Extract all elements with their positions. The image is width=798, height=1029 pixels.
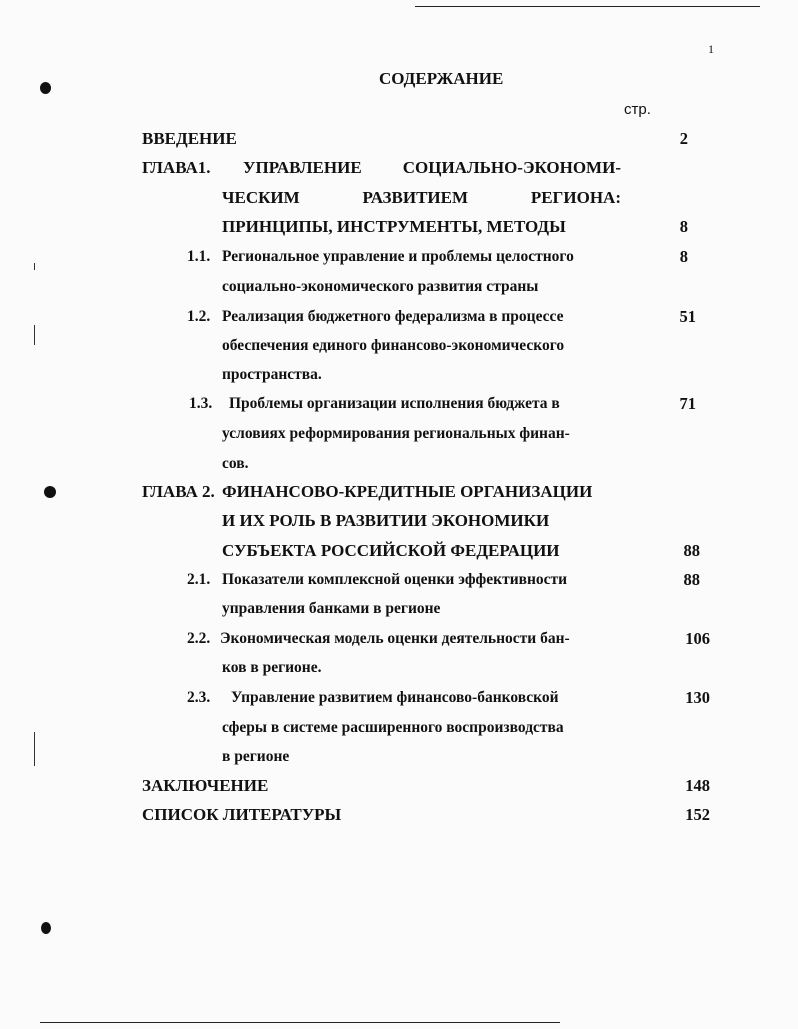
section-number: 2.2. xyxy=(187,630,211,647)
section-title: Реализация бюджетного федерализма в процессе xyxy=(222,308,564,325)
top-scan-rule xyxy=(415,6,760,7)
section-title: ков в регионе. xyxy=(222,659,322,676)
toc-references-page: 152 xyxy=(685,805,710,824)
bottom-scan-rule xyxy=(40,1022,560,1023)
section-title: Показатели комплексной оценки эффективности xyxy=(222,571,568,588)
section-page: 106 xyxy=(685,629,710,648)
toc-conclusion-page: 148 xyxy=(685,776,710,795)
chapter2-title-line2: И ИХ РОЛЬ В РАЗВИТИИ ЭКОНОМИКИ xyxy=(222,511,550,530)
scan-mark xyxy=(34,263,35,270)
section-number: 2.3. xyxy=(187,689,211,706)
section-number: 1.1. xyxy=(187,248,211,265)
section-number: 2.1. xyxy=(187,571,211,588)
section-page: 71 xyxy=(679,394,696,413)
scan-mark xyxy=(34,732,35,766)
chapter1-label: ГЛАВА1. xyxy=(142,158,211,177)
section-page: 88 xyxy=(683,570,700,589)
toc-conclusion: ЗАКЛЮЧЕНИЕ xyxy=(142,776,269,795)
chapter2-title-line1: ФИНАНСОВО-КРЕДИТНЫЕ ОРГАНИЗАЦИИ xyxy=(222,482,593,501)
punch-hole-mark xyxy=(41,922,51,934)
section-title: социально-экономического развития страны xyxy=(222,278,539,295)
chapter1-page: 8 xyxy=(679,217,688,236)
section-title: обеспечения единого финансово-экономического xyxy=(222,337,565,354)
toc-intro-page: 2 xyxy=(679,129,688,148)
section-title: Управление развитием финансово-банковской xyxy=(231,689,559,706)
chapter1-title-line2: ЧЕСКИМ РАЗВИТИЕМ РЕГИОНА: xyxy=(222,188,621,207)
section-number: 1.2. xyxy=(187,308,211,325)
section-title: Экономическая модель оценки деятельности бан- xyxy=(220,630,570,647)
scan-mark xyxy=(34,325,35,345)
section-title: управления банками в регионе xyxy=(222,600,441,617)
section-title: сферы в системе расширенного воспроизводства xyxy=(222,719,564,736)
section-title: пространства. xyxy=(222,366,322,383)
punch-hole-mark xyxy=(44,486,56,498)
punch-hole-mark xyxy=(40,82,51,94)
chapter1-title-line3: ПРИНЦИПЫ, ИНСТРУМЕНТЫ, МЕТОДЫ xyxy=(222,217,566,236)
chapter2-title-line3: СУБЪЕКТА РОССИЙСКОЙ ФЕДЕРАЦИИ xyxy=(222,541,560,560)
chapter1-title-line1: УПРАВЛЕНИЕ СОЦИАЛЬНО-ЭКОНОМИ- xyxy=(243,158,621,177)
chapter2-label: ГЛАВА 2. xyxy=(142,482,215,501)
section-title: в регионе xyxy=(222,748,290,765)
chapter2-page: 88 xyxy=(683,541,700,560)
toc-intro: ВВЕДЕНИЕ xyxy=(142,129,237,148)
section-title: Региональное управление и проблемы целостного xyxy=(222,248,574,265)
section-page: 51 xyxy=(679,307,696,326)
section-number: 1.3. xyxy=(189,395,213,412)
page-column-label: стр. xyxy=(624,101,651,118)
section-page: 8 xyxy=(679,247,688,266)
section-title: условиях реформирования региональных финан- xyxy=(222,425,570,442)
section-title: Проблемы организации исполнения бюджета в xyxy=(229,395,560,412)
page-title: СОДЕРЖАНИЕ xyxy=(379,69,504,88)
section-title: сов. xyxy=(222,455,249,472)
section-page: 130 xyxy=(685,688,710,707)
page-number: 1 xyxy=(708,42,714,56)
toc-references: СПИСОК ЛИТЕРАТУРЫ xyxy=(142,805,342,824)
